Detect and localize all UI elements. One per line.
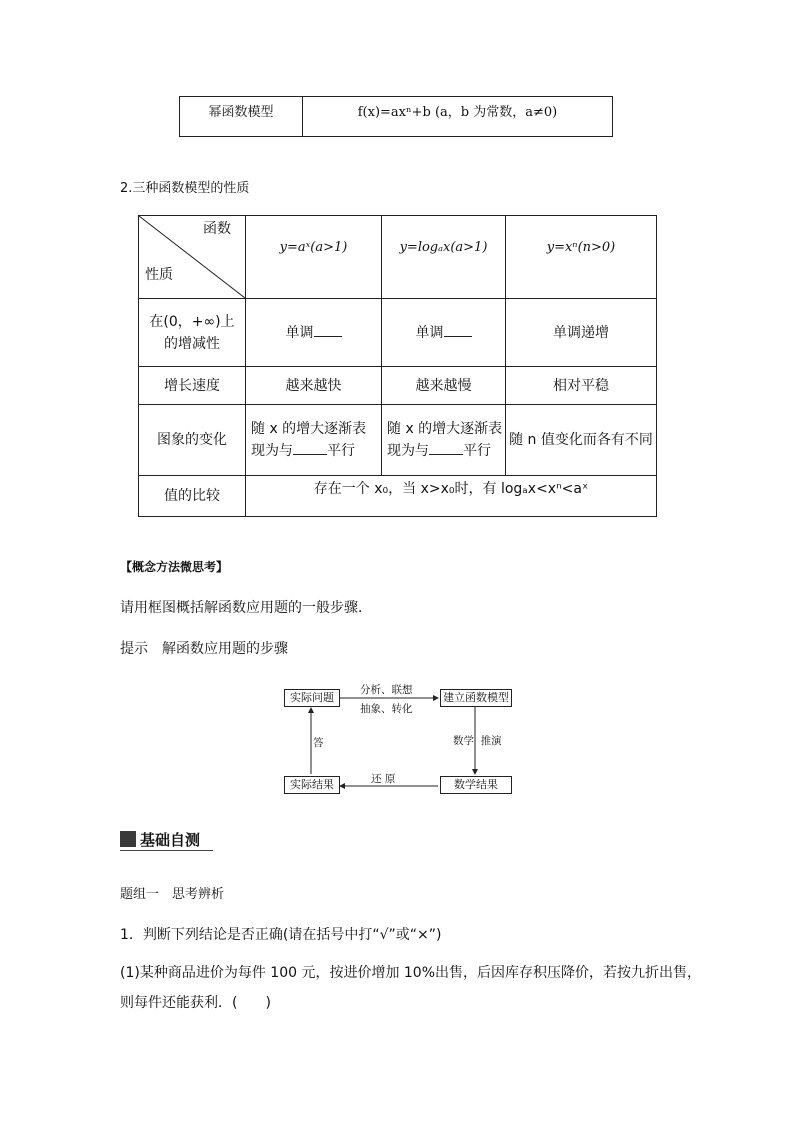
log-graph-line1: 随 x 的增大逐渐表 [387,421,503,437]
log-graph-line2b: 平行 [463,443,491,459]
section-banner [120,828,213,852]
power-monotonic-text: 单调递增 [553,324,609,341]
exp-graph-line2b: 平行 [327,443,355,459]
arrow-top-label1: 分析、联想 [360,684,413,696]
header-bottom-label: 性质 [145,267,173,283]
row-monotonic-label-line1: 在(0，+∞)上 [149,313,235,330]
row-growth-label: 增长速度 [139,367,246,405]
section2-title: 2.三种函数模型的性质 [120,181,250,196]
log-monotonic-text: 单调 [415,324,444,341]
banner-title: 基础自测 [140,831,201,849]
arrow-bottom-label: 还 原 [371,773,396,785]
cell-power-growth: 相对平稳 [506,367,657,405]
exp-monotonic-text: 单调 [285,324,314,341]
cell-compare-merged: 存在一个 x₀，当 x>x₀时，有 logₐx<xⁿ<aˣ [246,476,657,517]
cell-exp-growth: 越来越快 [246,367,382,405]
question1-item1-line1: (1)某种商品进价为每件 100 元，按进价增加 10%出售，后因库存积压降价，若按九折出售， [120,965,702,981]
model-label: 幂函数模型 [208,105,274,120]
col-log-formula: y=logₐx(a>1) [399,240,488,255]
arrow-top-label2: 抽象、转化 [360,703,413,715]
question1-stem: 1．判断下列结论是否正确(请在括号中打“√”或“×”) [120,927,442,943]
arrow-left-label: 答 [313,737,324,749]
arrow-right-label: 数学 推演 [453,735,502,747]
concept-hint: 提示 解函数应用题的步骤 [120,641,288,657]
concept-tag: 【概念方法微思考】 [120,560,229,574]
row-compare-label: 值的比较 [139,476,246,517]
row-monotonic-label-line2: 的增减性 [164,335,220,352]
box-actual-problem: 实际问题 [284,689,340,707]
exp-graph-line1: 随 x 的增大逐渐表 [251,421,367,437]
row-graph-label: 图象的变化 [139,405,246,476]
box-build-model: 建立函数模型 [440,689,512,707]
exp-graph-line2a: 现为与 [251,443,293,459]
banner-square-icon [120,831,136,847]
header-top-label: 函数 [203,221,231,237]
model-formula: f(x)=axⁿ+b (a，b 为常数，a≠0) [357,105,558,120]
banner-underline [120,850,213,851]
cell-power-graph: 随 n 值变化而各有不同 [506,405,657,476]
box-math-result: 数学结果 [440,776,512,794]
group-title: 题组一 思考辨析 [120,887,225,902]
col-exp-formula: y=aˣ(a>1) [279,240,348,255]
concept-question: 请用框图概括解函数应用题的一般步骤． [120,600,372,616]
col-power-formula: y=xⁿ(n>0) [546,240,616,255]
box-actual-result: 实际结果 [284,776,340,794]
log-graph-line2a: 现为与 [387,443,429,459]
cell-log-growth: 越来越慢 [382,367,506,405]
question1-item1-line2: 则每件还能获利．( ) [120,995,271,1011]
